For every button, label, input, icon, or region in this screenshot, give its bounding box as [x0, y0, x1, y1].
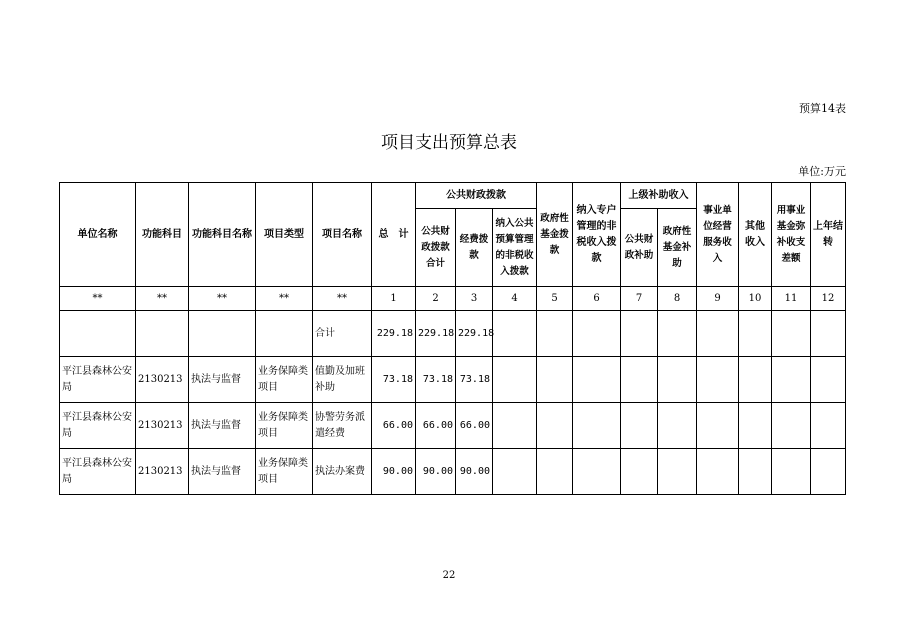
col-funds: 经费拨款: [456, 209, 493, 287]
index-cell: **: [136, 287, 189, 311]
cell-type: 业务保障类项目: [256, 357, 313, 403]
index-cell: 9: [697, 287, 739, 311]
index-row: [60, 287, 846, 311]
col-proj-type: 项目类型: [256, 183, 313, 287]
index-cell: 7: [621, 287, 658, 311]
col-upper-subsidy: 上级补助收入: [621, 183, 697, 209]
summary-public-total: 229.18: [416, 311, 456, 357]
cell-name: 协警劳务派遣经费: [313, 403, 372, 449]
project-budget-table: [59, 182, 846, 495]
cell-total: 73.18: [372, 357, 416, 403]
index-cell: 1: [372, 287, 416, 311]
cell-func: 执法与监督: [189, 403, 256, 449]
index-cell: **: [189, 287, 256, 311]
col-reserve: 用事业基金弥补收支差额: [772, 183, 811, 287]
col-upper-gov-fund: 政府性基金补助: [658, 209, 697, 287]
index-cell: 3: [456, 287, 493, 311]
col-total: 总 计: [372, 183, 416, 287]
index-cell: 8: [658, 287, 697, 311]
table-row: [60, 403, 846, 449]
cell-func: 执法与监督: [189, 449, 256, 495]
unit-label: 单位:万元: [798, 165, 846, 178]
cell-code: 2130213: [136, 357, 189, 403]
cell-public-total: 66.00: [416, 403, 456, 449]
cell-type: 业务保障类项目: [256, 449, 313, 495]
index-cell: 11: [772, 287, 811, 311]
col-unit-name: 单位名称: [60, 183, 136, 287]
col-non-tax: 纳入公共预算管理的非税收入拨款: [493, 209, 537, 287]
index-cell: 2: [416, 287, 456, 311]
summary-row: [60, 311, 846, 357]
index-cell: 6: [573, 287, 621, 311]
cell-func: 执法与监督: [189, 357, 256, 403]
cell-total: 90.00: [372, 449, 416, 495]
col-gov-fund: 政府性基金拨款: [537, 183, 573, 287]
index-cell: 4: [493, 287, 537, 311]
table-number: 预算14表: [799, 102, 846, 115]
col-special-non-tax: 纳入专户管理的非税收入拨款: [573, 183, 621, 287]
col-upper-public: 公共财政补助: [621, 209, 658, 287]
index-cell: **: [256, 287, 313, 311]
cell-name: 执法办案费: [313, 449, 372, 495]
cell-unit: 平江县森林公安局: [60, 357, 136, 403]
summary-funds: 229.18: [456, 311, 493, 357]
page-title: 项目支出预算总表: [381, 133, 517, 153]
cell-funds: 90.00: [456, 449, 493, 495]
col-business: 事业单位经营服务收入: [697, 183, 739, 287]
cell-funds: 66.00: [456, 403, 493, 449]
table-row: [60, 357, 846, 403]
col-func-code: 功能科目: [136, 183, 189, 287]
col-proj-name: 项目名称: [313, 183, 372, 287]
col-public-fiscal-total: 公共财政拨款合计: [416, 209, 456, 287]
page-number: 22: [442, 570, 456, 581]
cell-funds: 73.18: [456, 357, 493, 403]
summary-total: 229.18: [372, 311, 416, 357]
col-func-name: 功能科目名称: [189, 183, 256, 287]
cell-type: 业务保障类项目: [256, 403, 313, 449]
col-carryover: 上年结转: [811, 183, 846, 287]
cell-name: 值勤及加班补助: [313, 357, 372, 403]
index-cell: 5: [537, 287, 573, 311]
summary-label: 合计: [313, 311, 372, 357]
index-cell: 10: [739, 287, 772, 311]
col-other: 其他收入: [739, 183, 772, 287]
cell-code: 2130213: [136, 449, 189, 495]
index-cell: **: [60, 287, 136, 311]
cell-unit: 平江县森林公安局: [60, 449, 136, 495]
cell-total: 66.00: [372, 403, 416, 449]
col-public-fiscal: 公共财政拨款: [416, 183, 537, 209]
index-cell: 12: [811, 287, 846, 311]
cell-public-total: 90.00: [416, 449, 456, 495]
index-cell: **: [313, 287, 372, 311]
cell-unit: 平江县森林公安局: [60, 403, 136, 449]
cell-public-total: 73.18: [416, 357, 456, 403]
cell-code: 2130213: [136, 403, 189, 449]
table-row: [60, 449, 846, 495]
